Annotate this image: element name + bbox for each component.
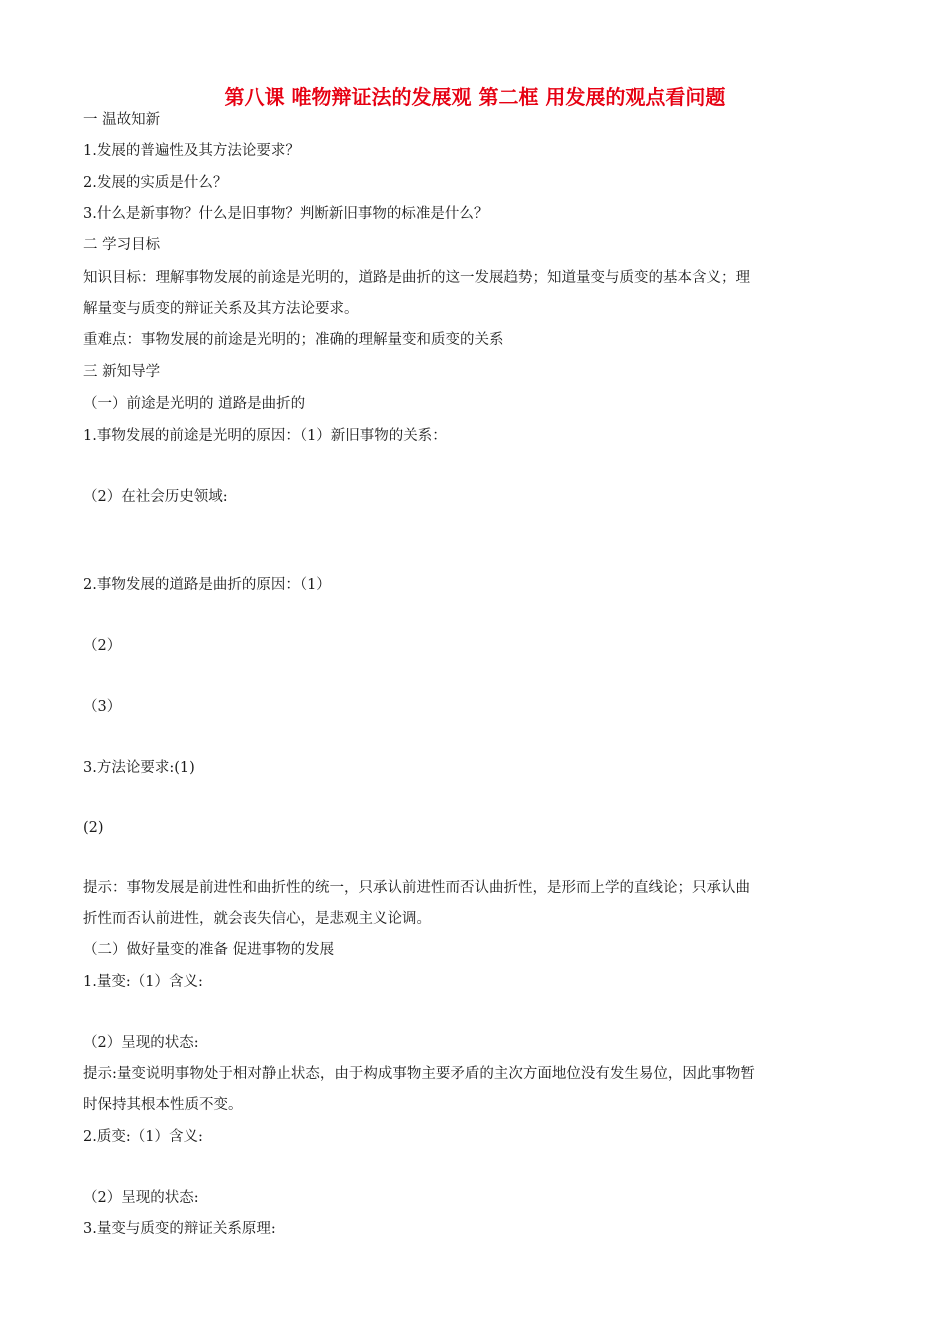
knowledge-goal-line-1: 知识目标：理解事物发展的前途是光明的，道路是曲折的这一发展趋势；知道量变与质变的基本含义；理 xyxy=(83,270,750,286)
section-new-knowledge-heading: 三 新知导学 xyxy=(83,364,161,380)
subsection-2-heading: （二）做好量变的准备 促进事物的发展 xyxy=(83,942,335,958)
review-question-3: 3.什么是新事物？什么是旧事物？判断新旧事物的标准是什么？ xyxy=(83,206,489,222)
tip-1-line-2: 折性而否认前进性，就会丧失信心，是悲观主义论调。 xyxy=(83,911,431,927)
item-2-1: 2.事物发展的道路是曲折的原因：（1） xyxy=(83,577,331,593)
item-3-2: (2) xyxy=(83,820,104,836)
tip-1-line-1: 提示：事物发展是前进性和曲折性的统一，只承认前进性而否认曲折性，是形而上学的直线论；只承认曲 xyxy=(83,880,750,896)
item-1-2: （2）在社会历史领域: xyxy=(83,489,228,505)
quantitative-change-state: （2）呈现的状态: xyxy=(83,1035,199,1051)
review-question-1: 1.发展的普遍性及其方法论要求？ xyxy=(83,143,300,159)
item-1-1: 1.事物发展的前途是光明的原因：（1）新旧事物的关系： xyxy=(83,428,447,444)
subsection-1-heading: （一）前途是光明的 道路是曲折的 xyxy=(83,396,306,412)
section-goals-heading: 二 学习目标 xyxy=(83,237,161,253)
review-question-2: 2.发展的实质是什么？ xyxy=(83,175,228,191)
tip-2-line-1: 提示:量变说明事物处于相对静止状态，由于构成事物主要矛盾的主次方面地位没有发生易位，因此事物暂 xyxy=(83,1066,755,1082)
item-2-2: （2） xyxy=(83,638,122,654)
item-2-3: （3） xyxy=(83,699,122,715)
tip-2-line-2: 时保持其根本性质不变。 xyxy=(83,1097,243,1113)
section-review-heading: 一 温故知新 xyxy=(83,112,161,128)
qualitative-change-definition: 2.质变:（1）含义: xyxy=(83,1129,203,1145)
quantitative-change-definition: 1.量变:（1）含义: xyxy=(83,974,203,990)
item-3-1: 3.方法论要求:(1) xyxy=(83,760,195,776)
key-points: 重难点：事物发展的前途是光明的；准确的理解量变和质变的关系 xyxy=(83,332,504,348)
qualitative-change-state: （2）呈现的状态: xyxy=(83,1190,199,1206)
knowledge-goal-line-2: 解量变与质变的辩证关系及其方法论要求。 xyxy=(83,301,359,317)
lesson-title: 第八课 唯物辩证法的发展观 第二框 用发展的观点看问题 xyxy=(224,85,726,109)
dialectical-relation-question: 3.量变与质变的辩证关系原理: xyxy=(83,1221,276,1237)
